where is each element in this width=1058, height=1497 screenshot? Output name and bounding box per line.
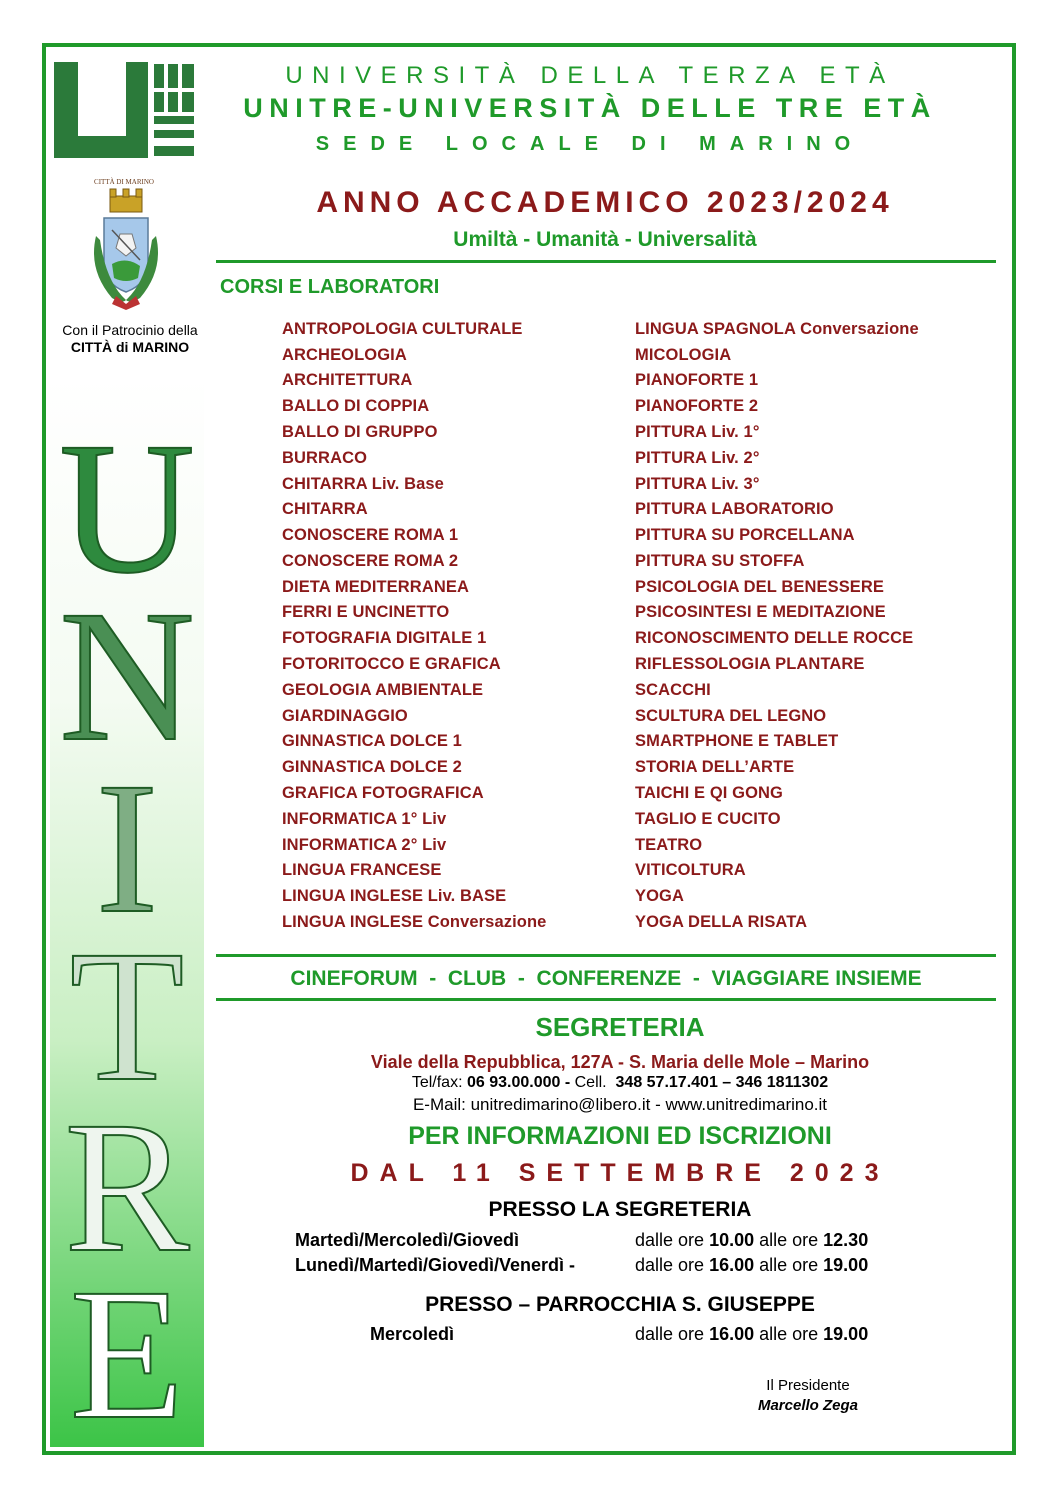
course-item: SCULTURA DEL LEGNO (635, 707, 827, 725)
section-title: CORSI E LABORATORI (220, 276, 440, 298)
signature-name: Marcello Zega (757, 1397, 859, 1414)
course-item: PITTURA Liv. 3° (635, 475, 760, 493)
course-item: TAGLIO E CUCITO (635, 810, 781, 828)
course-item: GINNASTICA DOLCE 1 (282, 732, 462, 750)
tel-number: 06 93.00.000 - (466, 1074, 575, 1091)
course-item: PSICOLOGIA DEL BENESSERE (635, 578, 885, 596)
vertical-letter-r: R (64, 1082, 190, 1291)
course-item: FERRI E UNCINETTO (282, 603, 450, 621)
motto: Umiltà - Umanità - Universalità (453, 228, 757, 251)
course-item: TEATRO (635, 836, 703, 854)
course-item: PSICOSINTESI E MEDITAZIONE (635, 603, 886, 621)
course-item: GRAFICA FOTOGRAFICA (282, 784, 484, 802)
course-item: ARCHITETTURA (282, 371, 413, 389)
course-item: GINNASTICA DOLCE 2 (282, 758, 462, 776)
course-item: LINGUA INGLESE Conversazione (282, 913, 547, 931)
course-item: INFORMATICA 2° Liv (282, 836, 447, 854)
signature-role: Il Presidente (766, 1377, 850, 1394)
location-1-title: PRESSO LA SEGRETERIA (488, 1198, 752, 1221)
course-item: LINGUA SPAGNOLA Conversazione (635, 320, 919, 338)
course-item: PIANOFORTE 2 (635, 397, 759, 415)
course-item: VITICOLTURA (635, 861, 746, 879)
course-item: YOGA (635, 887, 684, 905)
vertical-letter-u: U (59, 403, 195, 612)
location-2-title: PRESSO – PARROCCHIA S. GIUSEPPE (425, 1293, 815, 1316)
course-item: LINGUA FRANCESE (282, 861, 442, 879)
course-item: FOTORITOCCO E GRAFICA (282, 655, 501, 673)
header-line-1: UNIVERSITÀ DELLA TERZA ETÀ (285, 62, 895, 89)
academic-year: ANNO ACCADEMICO 2023/2024 (316, 186, 894, 219)
course-item: SCACCHI (635, 681, 711, 699)
course-item: BURRACO (282, 449, 368, 467)
course-item: SMARTPHONE E TABLET (635, 732, 839, 750)
course-item: ARCHEOLOGIA (282, 346, 407, 364)
vertical-letter-n: N (59, 571, 195, 780)
secretariat-email-line: E-Mail: unitredimarino@libero.it - www.unitredimarino.it (412, 1095, 828, 1114)
course-item: BALLO DI GRUPPO (282, 423, 438, 441)
course-item: LINGUA INGLESE Liv. BASE (282, 887, 507, 905)
divider-top (216, 260, 996, 263)
course-item: PITTURA LABORATORIO (635, 500, 834, 518)
location-1-hours-row-1: dalle ore 10.00 alle ore 12.30 (635, 1230, 869, 1250)
course-item: PIANOFORTE 1 (635, 371, 759, 389)
course-item: PITTURA SU STOFFA (635, 552, 805, 570)
info-title: PER INFORMAZIONI ED ISCRIZIONI (408, 1122, 832, 1150)
location-2-days-row-1: Mercoledì (370, 1324, 455, 1344)
course-item: INFORMATICA 1° Liv (282, 810, 447, 828)
cell-label: Cell. (574, 1074, 616, 1091)
divider-activities-bottom (216, 998, 996, 1001)
course-item: GIARDINAGGIO (282, 707, 408, 725)
course-item: PITTURA Liv. 1° (635, 423, 760, 441)
course-item: RICONOSCIMENTO DELLE ROCCE (635, 629, 914, 647)
tel-label: Tel/fax: (411, 1074, 467, 1091)
course-item: DIETA MEDITERRANEA (282, 578, 469, 596)
course-item: YOGA DELLA RISATA (635, 913, 808, 931)
header-line-2: UNITRE-UNIVERSITÀ DELLE TRE ETÀ (243, 93, 937, 123)
secretariat-title: SEGRETERIA (535, 1012, 705, 1042)
patronage-line-1: Con il Patrocinio della (62, 322, 198, 338)
course-item: PITTURA SU PORCELLANA (635, 526, 855, 544)
location-1-days-row-2: Lunedì/Martedì/Giovedì/Venerdì - (295, 1255, 576, 1275)
city-crest-icon (82, 186, 170, 312)
course-item: CONOSCERE ROMA 1 (282, 526, 459, 544)
secretariat-phone-line (216, 1074, 1024, 1092)
location-2-hours-row-1: dalle ore 16.00 alle ore 19.00 (635, 1324, 869, 1344)
course-item: TAICHI E QI GONG (635, 784, 783, 802)
header-line-3: SEDE LOCALE DI MARINO (315, 133, 865, 155)
divider-activities-top (216, 954, 996, 957)
course-item: MICOLOGIA (635, 346, 732, 364)
unitre-logo-icon (52, 60, 198, 160)
vertical-letter-e: E (69, 1249, 185, 1458)
vertical-letter-t: T (69, 911, 185, 1120)
course-item: PITTURA Liv. 2° (635, 449, 760, 467)
info-date: DAL 11 SETTEMBRE 2023 (350, 1159, 890, 1187)
course-item: STORIA DELL’ARTE (635, 758, 795, 776)
crest-caption: CITTÀ DI MARINO (94, 178, 154, 186)
course-item: CHITARRA Liv. Base (282, 475, 444, 493)
course-item: RIFLESSOLOGIA PLANTARE (635, 655, 865, 673)
course-item: BALLO DI COPPIA (282, 397, 430, 415)
course-item: CONOSCERE ROMA 2 (282, 552, 459, 570)
activities-line: CINEFORUM - CLUB - CONFERENZE - VIAGGIARE INSIEME (290, 967, 922, 990)
vertical-letter-i: I (95, 743, 159, 952)
course-item: CHITARRA (282, 500, 368, 518)
secretariat-address: Viale della Repubblica, 127A - S. Maria delle Mole – Marino (370, 1052, 870, 1072)
course-item: GEOLOGIA AMBIENTALE (282, 681, 484, 699)
location-1-hours-row-2: dalle ore 16.00 alle ore 19.00 (635, 1255, 869, 1275)
patronage-line-2: CITTÀ di MARINO (70, 339, 190, 355)
cell-numbers: 348 57.17.401 – 346 1811302 (615, 1074, 829, 1091)
location-1-days-row-1: Martedì/Mercoledì/Giovedì (295, 1230, 520, 1250)
course-item: ANTROPOLOGIA CULTURALE (282, 320, 523, 338)
course-item: FOTOGRAFIA DIGITALE 1 (282, 629, 487, 647)
